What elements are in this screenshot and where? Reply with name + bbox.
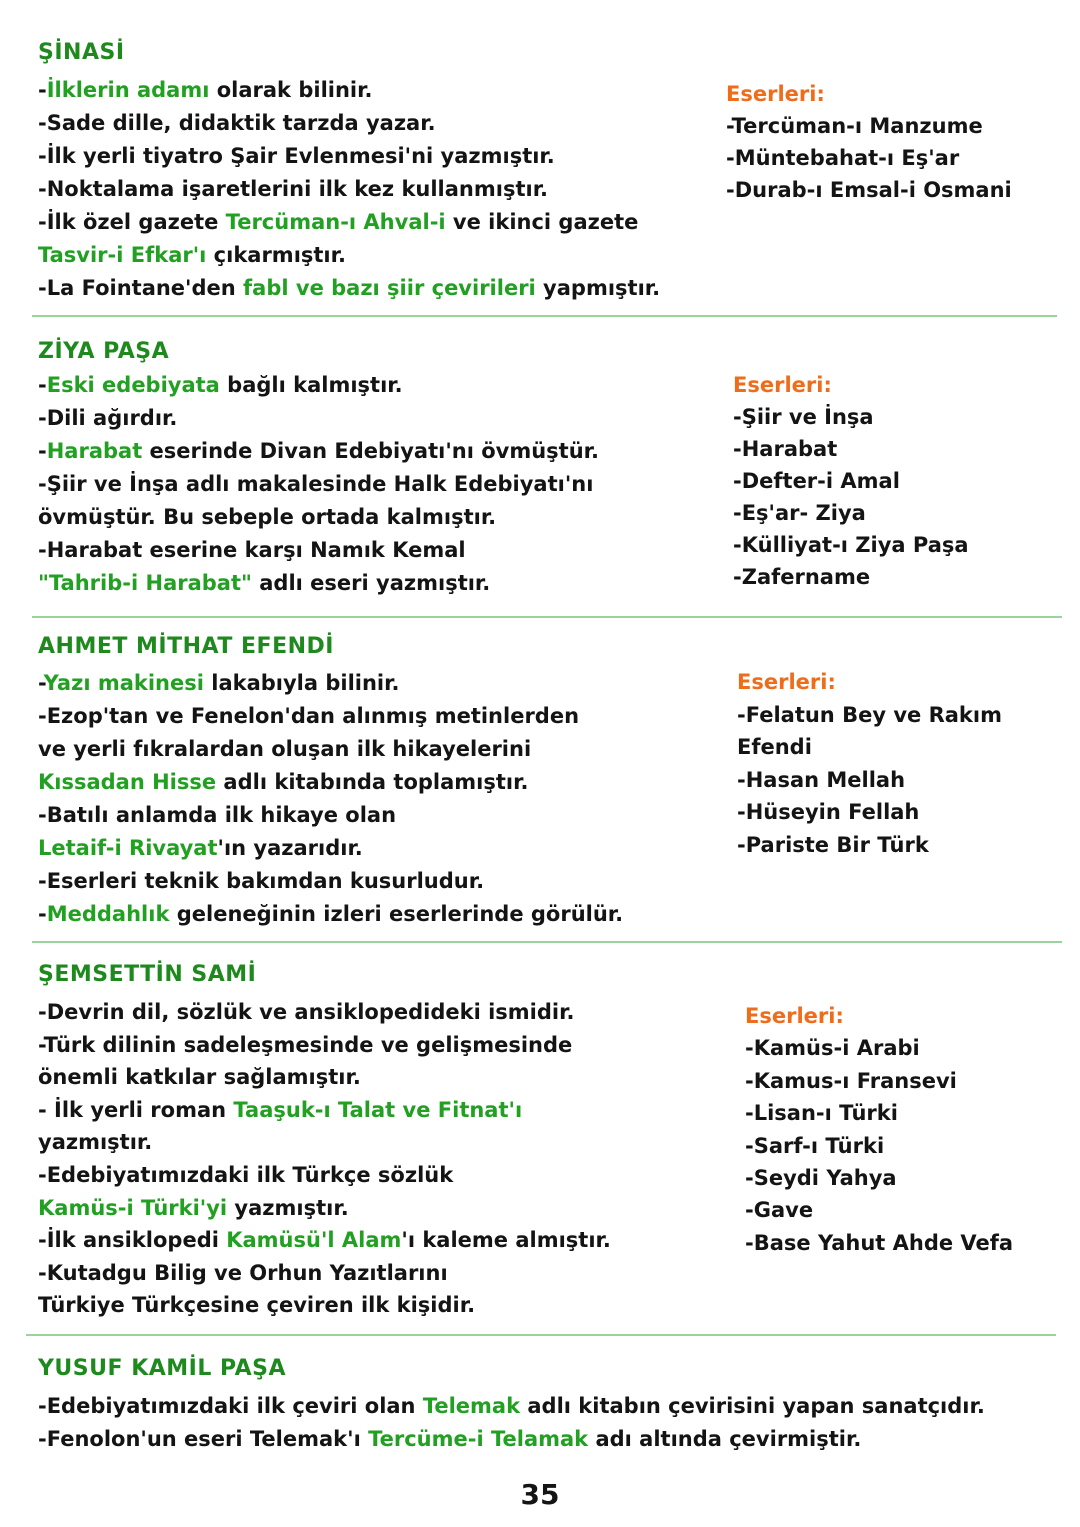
note-line <box>38 272 660 305</box>
note-text: -İlk yerli tiyatro Şair Evlenmesi'ni yazmıştır. <box>38 144 555 168</box>
page-number: 35 <box>520 1478 560 1511</box>
note-line <box>38 239 660 272</box>
note-text: - <box>38 373 47 397</box>
work-item: -Seydi Yahya <box>745 1166 897 1191</box>
works-list <box>733 369 969 593</box>
note-line <box>38 865 623 898</box>
note-line <box>38 402 599 435</box>
note-text: -Devrin dil, sözlük ve ansiklopedideki ismidir. <box>38 1000 575 1024</box>
note-line <box>38 996 611 1029</box>
note-text: -Noktalama işaretlerini ilk kez kullanmıştır. <box>38 177 549 201</box>
note-text: -Türk dilinin sadeleşmesinde ve gelişmesinde <box>38 1032 573 1057</box>
note-text: ve ikinci gazete <box>445 210 639 234</box>
note-line <box>38 1159 611 1192</box>
work-item: -Sarf-ı Türki <box>745 1133 885 1158</box>
note-line <box>38 766 623 799</box>
note-line <box>38 501 599 534</box>
highlighted-term: Tasvir-i Efkar'ı <box>38 243 207 267</box>
note-text: - <box>38 439 47 463</box>
note-text: - İlk yerli roman <box>38 1097 234 1122</box>
note-text: geleneğinin izleri eserlerinde görülür. <box>169 902 624 926</box>
highlighted-term: Taaşuk-ı Talat ve Fitnat'ı <box>233 1097 523 1122</box>
work-item: -Pariste Bir Türk <box>737 832 929 857</box>
work-item: -Zafername <box>733 565 871 589</box>
work-item: -Külliyat-ı Ziya Paşa <box>733 533 969 557</box>
note-line <box>38 1289 611 1322</box>
work-item: -Eş'ar- Ziya <box>733 501 866 525</box>
note-text: - <box>38 78 47 102</box>
note-line <box>38 733 623 766</box>
section-title: ŞEMSETTİN SAMİ <box>38 962 257 987</box>
note-line <box>38 206 660 239</box>
note-text: adlı eseri yazmıştır. <box>251 571 491 595</box>
works-list <box>726 78 1012 206</box>
note-line <box>38 435 599 468</box>
work-item: -Kamus-ı Fransevi <box>745 1068 957 1093</box>
note-line <box>38 74 660 107</box>
section-title: ŞİNASİ <box>38 40 125 65</box>
note-text: 'ı kaleme almıştır. <box>401 1228 611 1253</box>
section-notes <box>38 369 599 600</box>
note-text: önemli katkılar sağlamıştır. <box>38 1065 361 1090</box>
highlighted-term: Harabat <box>46 439 143 463</box>
note-line <box>38 107 660 140</box>
work-item: -Şiir ve İnşa <box>733 405 874 429</box>
note-text: övmüştür. Bu sebeple ortada kalmıştır. <box>38 505 497 529</box>
note-text: -Dili ağırdır. <box>38 406 178 430</box>
note-text: 'ın yazarıdır. <box>217 836 363 860</box>
work-item: Efendi <box>737 735 812 759</box>
works-heading: Eserleri: <box>737 670 836 694</box>
highlighted-term: "Tahrib-i Harabat" <box>38 571 252 595</box>
works-heading: Eserleri: <box>745 1004 844 1028</box>
note-line <box>38 369 599 402</box>
note-line <box>38 1061 611 1094</box>
work-item: -Gave <box>745 1198 814 1223</box>
note-text: eserinde Divan Edebiyatı'nı övmüştür. <box>142 439 599 463</box>
section-notes <box>38 1390 985 1456</box>
section-title: ZİYA PAŞA <box>38 339 170 364</box>
note-line <box>38 1192 611 1225</box>
note-text: adı altında çevirmiştir. <box>588 1427 862 1451</box>
note-text: yazmıştır. <box>38 1130 153 1155</box>
note-text: - <box>38 671 44 695</box>
highlighted-term: Telemak <box>422 1394 521 1418</box>
highlighted-term: Kamüsü'l Alam <box>226 1228 402 1253</box>
work-item: -Kamüs-i Arabi <box>745 1036 920 1061</box>
section-divider <box>26 1334 1056 1336</box>
note-text: adlı kitabında toplamıştır. <box>216 770 529 794</box>
note-line <box>38 140 660 173</box>
work-item: -Felatun Bey ve Rakım <box>737 702 1002 727</box>
note-text: -Sade dille, didaktik tarzda yazar. <box>38 111 436 135</box>
note-text: bağlı kalmıştır. <box>219 373 403 397</box>
note-line <box>38 1224 611 1257</box>
work-item: -Lisan-ı Türki <box>745 1101 898 1126</box>
note-text: -İlk ansiklopedi <box>38 1228 227 1253</box>
highlighted-term: Kamüs-i Türki'yi <box>38 1195 228 1220</box>
highlighted-term: Tercüman-ı Ahval-i <box>225 210 446 234</box>
note-line <box>38 1126 611 1159</box>
section-notes <box>38 667 623 931</box>
works-list <box>737 666 1002 861</box>
note-line <box>38 468 599 501</box>
work-item: -Tercüman-ı Manzume <box>726 114 983 138</box>
highlighted-term: Letaif-i Rivayat <box>38 836 218 860</box>
note-line <box>38 567 599 600</box>
note-text: -Edebiyatımızdaki ilk çeviri olan <box>38 1394 423 1418</box>
note-text: lakabıyla bilinir. <box>203 671 400 695</box>
note-text: -Eserleri teknik bakımdan kusurludur. <box>38 869 485 893</box>
work-item: -Hüseyin Fellah <box>737 800 920 824</box>
note-text: -Fenolon'un eseri Telemak'ı <box>38 1427 369 1451</box>
note-line <box>38 1094 611 1127</box>
note-text: yazmıştır. <box>227 1195 349 1220</box>
highlighted-term: fabl ve bazı şiir çevirileri <box>243 276 536 300</box>
note-line <box>38 1423 985 1456</box>
section-notes <box>38 996 611 1322</box>
note-line <box>38 832 623 865</box>
section-title: AHMET MİTHAT EFENDİ <box>38 634 334 659</box>
work-item: -Base Yahut Ahde Vefa <box>745 1230 1014 1255</box>
note-line <box>38 1029 611 1062</box>
note-line <box>38 534 599 567</box>
note-text: -Harabat eserine karşı Namık Kemal <box>38 538 466 562</box>
highlighted-term: Kıssadan Hisse <box>38 770 217 794</box>
work-item: -Defter-i Amal <box>733 469 900 493</box>
note-text: olarak bilinir. <box>209 78 373 102</box>
highlighted-term: Yazı makinesi <box>43 671 204 695</box>
note-line <box>38 898 623 931</box>
note-line <box>38 799 623 832</box>
works-heading: Eserleri: <box>733 373 832 397</box>
note-line <box>38 700 623 733</box>
highlighted-term: İlklerin adamı <box>46 78 210 102</box>
note-text: -Kutadgu Bilig ve Orhun Yazıtlarını <box>38 1260 448 1285</box>
note-text: Türkiye Türkçesine çeviren ilk kişidir. <box>38 1293 476 1318</box>
section-title: YUSUF KAMİL PAŞA <box>38 1356 287 1381</box>
note-text: adlı kitabın çevirisini yapan sanatçıdır. <box>520 1394 985 1418</box>
note-text: -İlk özel gazete <box>38 210 226 234</box>
note-line <box>38 173 660 206</box>
note-text: ve yerli fıkralardan oluşan ilk hikayelerini <box>38 737 532 761</box>
highlighted-term: Tercüme-i Telamak <box>368 1427 589 1451</box>
work-item: -Harabat <box>733 437 838 461</box>
section-divider <box>32 315 1057 317</box>
works-heading: Eserleri: <box>726 82 825 106</box>
note-text: -La Fointane'den <box>38 276 244 300</box>
section-divider <box>32 941 1062 943</box>
highlighted-term: Meddahlık <box>46 902 170 926</box>
section-notes <box>38 74 660 305</box>
work-item: -Müntebahat-ı Eş'ar <box>726 146 960 170</box>
section-divider <box>32 616 1062 618</box>
note-line <box>38 667 623 700</box>
note-text: -Batılı anlamda ilk hikaye olan <box>38 803 397 827</box>
note-text: -Edebiyatımızdaki ilk Türkçe sözlük <box>38 1162 454 1187</box>
note-text: -Ezop'tan ve Fenelon'dan alınmış metinlerden <box>38 704 580 728</box>
note-text: -Şiir ve İnşa adlı makalesinde Halk Edebiyatı'nı <box>38 472 594 496</box>
highlighted-term: Eski edebiyata <box>46 373 220 397</box>
work-item: -Hasan Mellah <box>737 767 906 792</box>
note-text: yapmıştır. <box>535 276 661 300</box>
note-text: çıkarmıştır. <box>206 243 346 267</box>
note-line <box>38 1257 611 1290</box>
note-line <box>38 1390 985 1423</box>
note-text: - <box>38 902 47 926</box>
work-item: -Durab-ı Emsal-i Osmani <box>726 178 1012 202</box>
works-list <box>745 1000 1013 1259</box>
